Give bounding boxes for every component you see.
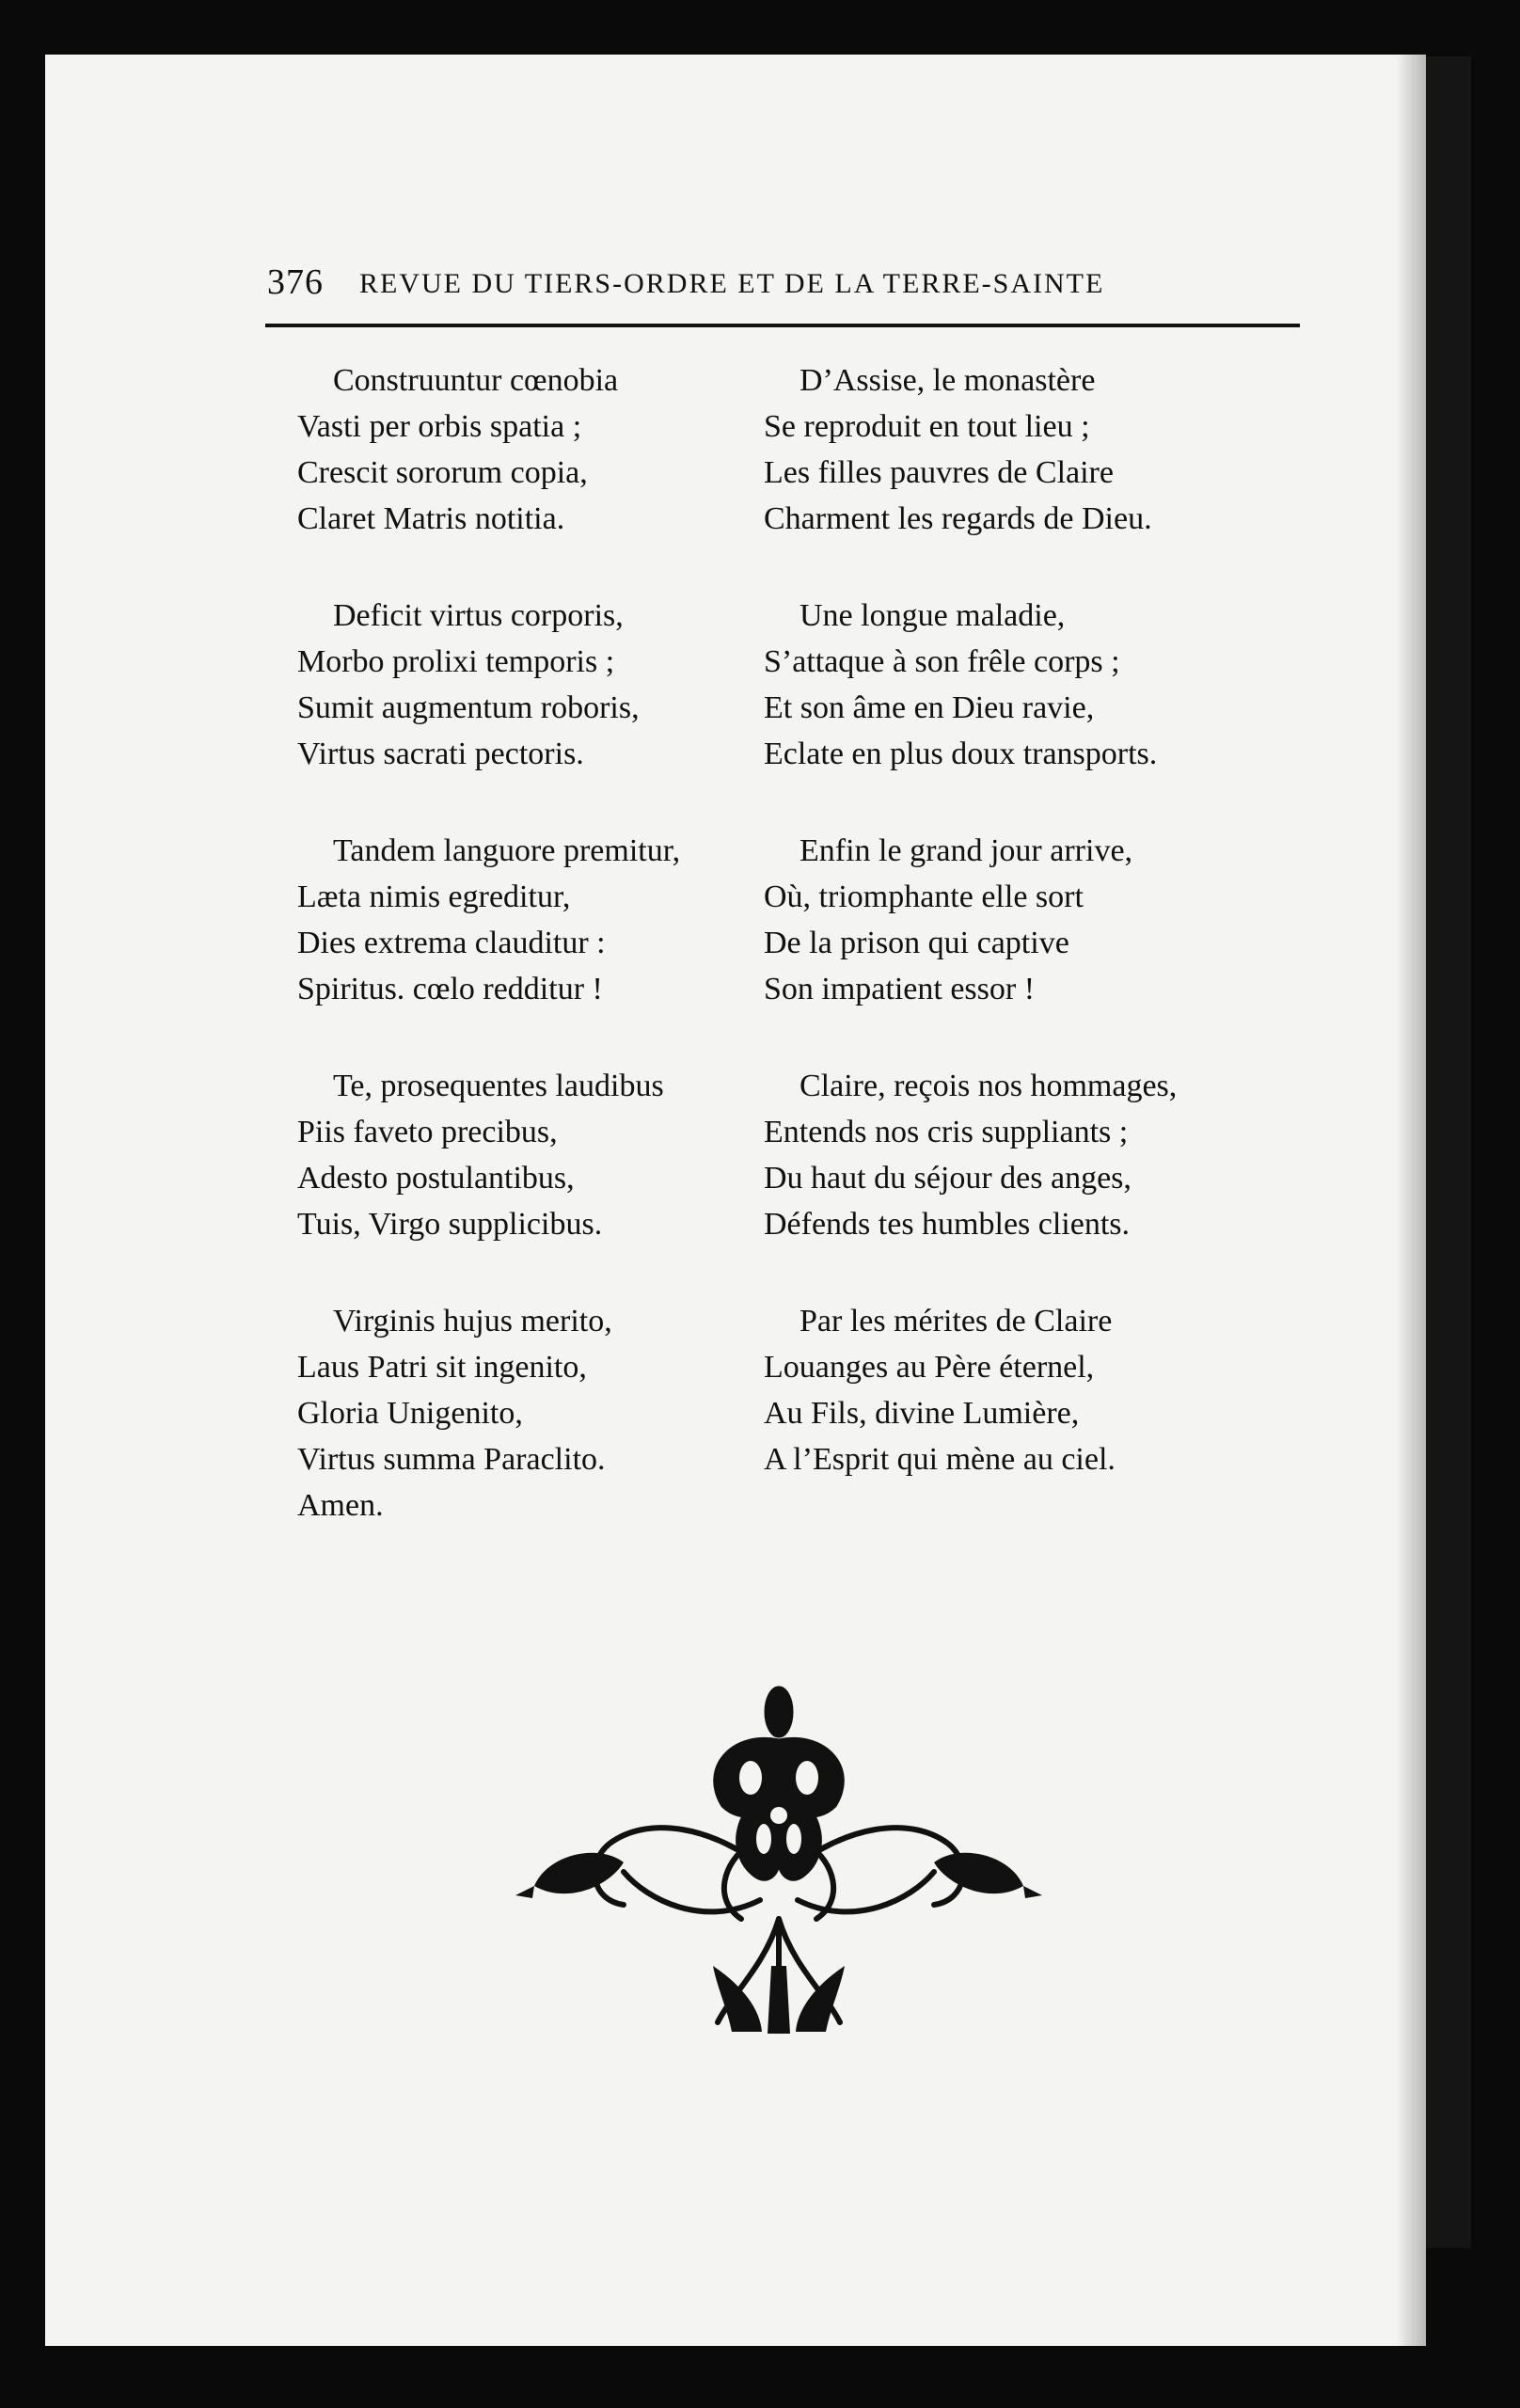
- latin-line: Gloria Unigenito,: [297, 1396, 523, 1431]
- french-stanza: [764, 1298, 1116, 1482]
- page-number: 376: [267, 262, 324, 302]
- french-line: Et son âme en Dieu ravie,: [764, 690, 1095, 725]
- french-line: Du haut du séjour des anges,: [764, 1161, 1132, 1196]
- latin-line: Te, prosequentes laudibus: [333, 1069, 664, 1103]
- french-line: Au Fils, divine Lumière,: [764, 1396, 1080, 1431]
- french-line: Défends tes humbles clients.: [764, 1207, 1131, 1242]
- french-line: Claire, reçois nos hommages,: [800, 1069, 1178, 1103]
- latin-line: Spiritus. cœlo redditur !: [297, 972, 603, 1006]
- french-line: Se reproduit en tout lieu ;: [764, 409, 1090, 444]
- latin-line: Crescit sororum copia,: [297, 455, 588, 490]
- latin-line: Tandem languore premitur,: [333, 833, 681, 868]
- french-line: Une longue maladie,: [800, 598, 1066, 633]
- french-line: Où, triomphante elle sort: [764, 879, 1084, 914]
- stanza-3: [297, 828, 1313, 1063]
- french-stanza: [764, 828, 1132, 1012]
- running-title: REVUE DU TIERS-ORDRE ET DE LA TERRE-SAINTE: [359, 268, 1105, 299]
- latin-stanza: [297, 357, 618, 542]
- latin-line: Sumit augmentum roboris,: [297, 690, 640, 725]
- french-line: Eclate en plus doux transports.: [764, 737, 1158, 771]
- french-line: Charment les regards de Dieu.: [764, 501, 1152, 536]
- latin-line: Construuntur cœnobia: [333, 363, 619, 398]
- latin-line-amen: Amen.: [297, 1488, 384, 1523]
- latin-line: Dies extrema clauditur :: [297, 926, 606, 960]
- latin-line: Virtus sacrati pectoris.: [297, 737, 584, 771]
- header-rule: [265, 324, 1300, 327]
- stanza-1: [297, 357, 1313, 593]
- running-header: [218, 263, 1300, 301]
- french-line: Les filles pauvres de Claire: [764, 455, 1114, 490]
- floral-orchid-ornament-icon: [497, 1684, 1061, 2041]
- hymn-text: [297, 357, 1313, 1533]
- latin-line: Læta nimis egreditur,: [297, 879, 571, 914]
- french-line: A l’Esprit qui mène au ciel.: [764, 1442, 1116, 1477]
- french-stanza: [764, 1063, 1177, 1247]
- latin-stanza: [297, 1063, 664, 1247]
- french-line: S’attaque à son frêle corps ;: [764, 644, 1120, 679]
- french-line: Enfin le grand jour arrive,: [800, 833, 1133, 868]
- french-line: D’Assise, le monastère: [800, 363, 1096, 398]
- french-line: De la prison qui captive: [764, 926, 1069, 960]
- latin-stanza: [297, 1298, 612, 1529]
- french-stanza: [764, 357, 1152, 542]
- latin-line: Morbo prolixi temporis ;: [297, 644, 615, 679]
- latin-line: Vasti per orbis spatia ;: [297, 409, 582, 444]
- latin-line: Deficit virtus corporis,: [333, 598, 624, 633]
- french-stanza: [764, 593, 1157, 777]
- facing-page-edge: [1426, 56, 1471, 2248]
- latin-line: Piis faveto precibus,: [297, 1115, 558, 1149]
- latin-line: Adesto postulantibus,: [297, 1161, 575, 1196]
- latin-line: Virtus summa Paraclito.: [297, 1442, 606, 1477]
- stanza-4: [297, 1063, 1313, 1298]
- stanza-5: [297, 1298, 1313, 1533]
- french-line: Par les mérites de Claire: [800, 1304, 1113, 1339]
- french-line: Entends nos cris suppliants ;: [764, 1115, 1129, 1149]
- stanza-2: [297, 593, 1313, 828]
- french-line: Son impatient essor !: [764, 972, 1036, 1006]
- latin-line: Virginis hujus merito,: [333, 1304, 612, 1339]
- latin-line: Laus Patri sit ingenito,: [297, 1350, 587, 1385]
- page-gutter-shadow: [1396, 55, 1426, 2346]
- latin-line: Claret Matris notitia.: [297, 501, 565, 536]
- french-line: Louanges au Père éternel,: [764, 1350, 1095, 1385]
- latin-line: Tuis, Virgo supplicibus.: [297, 1207, 603, 1242]
- latin-stanza: [297, 828, 680, 1012]
- latin-stanza: [297, 593, 640, 777]
